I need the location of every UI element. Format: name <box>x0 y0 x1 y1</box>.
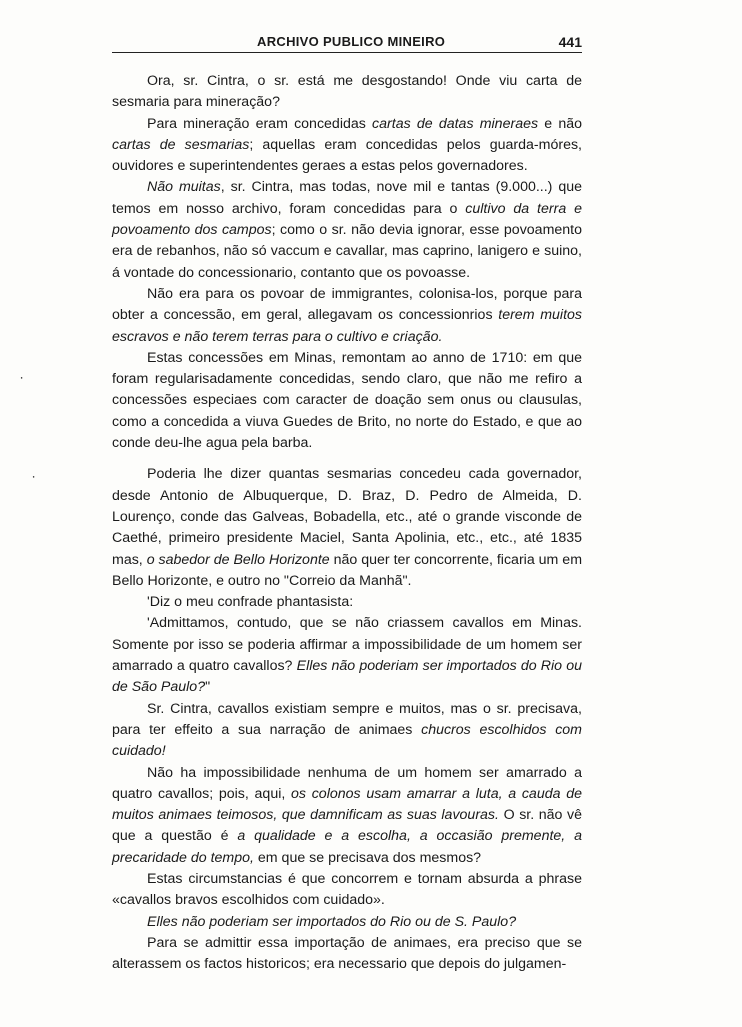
text-run: , sr. Cintra, mas todas, nove mil e tantas (9.000...) que temos em nosso archivo, foram concedidas para o <box>112 179 582 217</box>
italic-run: Elles não poderiam ser importados do Rio ou de S. Paulo? <box>147 913 517 930</box>
text-run: Sr. Cintra, cavallos existiam sempre e muitos, mas o sr. precisava, para ter effeito a sua narração de animaes <box>112 700 582 738</box>
text-run: Ora, sr. Cintra, o sr. está me desgostando! Onde viu carta de sesmaria para mineração? <box>112 73 582 111</box>
text-run: 'Diz o meu confrade phantasista: <box>147 594 354 611</box>
italic-run: a qualidade e a escolha, a occasião premente, a precaridade do tempo, <box>112 828 582 866</box>
italic-run: terem muitos escravos e não terem terras para o cultivo e criação. <box>112 307 582 345</box>
paragraph <box>112 177 582 283</box>
italic-run: Não muitas <box>147 179 221 196</box>
paragraph <box>112 933 582 976</box>
header-title: ARCHIVO PUBLICO MINEIRO <box>257 34 446 49</box>
italic-run: cartas de datas mineraes <box>372 115 539 132</box>
text-run: O sr. não vê que a questão é <box>112 807 583 845</box>
paragraph <box>112 71 582 114</box>
text-run: Não ha impossibilidade nenhuma de um homem ser amarrado a quatro cavallos; pois, aqui, <box>112 764 582 802</box>
paragraph <box>112 763 582 869</box>
paragraph <box>112 114 582 178</box>
paragraph <box>112 592 582 613</box>
italic-run: os colonos usam amarrar a luta, a cauda de muitos animaes teimosos, que damnificam as suas lavouras. <box>112 785 582 824</box>
text-run: Poderia lhe dizer quantas sesmarias concedeu cada governador, desde Antonio de Albuquerque, D. Braz, D. Pedro de Almeida, D. Lourenço, conde das Galveas, Bobadella, etc., até o grande visconde de Caethé, primeiro presidente Maciel, Santa Apolinia, etc., etc., até 1835 mas, <box>112 466 582 568</box>
text-run: ; como o sr. não devia ignorar, esse povoamento era de rebanhos, não só vaccum e cavallar, mas caprino, lanigero e suino, á vontade do concessionario, contanto que os povoasse. <box>112 222 582 281</box>
text-run: e não <box>538 115 583 132</box>
paragraph <box>112 613 582 698</box>
text-run: em que se precisava dos mesmos? <box>253 849 482 866</box>
text-run: " <box>205 679 211 696</box>
paragraph <box>112 464 582 592</box>
paragraph <box>112 912 582 933</box>
text-run: Estas concessões em Minas, remontam ao anno de 1710: em que foram regularisadamente concedidas, sendo claro, que não me refiro a concessões especiaes com caracter de doação sem onus ou clausulas, como a concedida a viuva Guedes de Brito, no norte do Estado, e que ao conde deu-lhe agua pela barba. <box>112 349 582 452</box>
text-run: Estas circumstancias é que concorrem e tornam absurda a phrase «cavallos bravos escolhidos com cuidado». <box>112 870 582 909</box>
italic-run: cultivo da terra e povoamento dos campos <box>112 200 582 239</box>
paragraph <box>112 869 582 912</box>
italic-run: cartas de sesmarias <box>112 136 250 153</box>
margin-mark: ⸳ <box>20 369 24 383</box>
text-run: Não era para os povoar de immigrantes, colonisa-los, porque para obter a concessão, em geral, allegavam os concessionrios <box>112 285 582 324</box>
text-run: não quer ter concorrente, ficaria um em Bello Horizonte, e outro no "Correio da Manhã". <box>112 551 583 589</box>
margin-mark: ⸳ <box>32 468 36 482</box>
italic-run: o sabedor de Bello Horizonte <box>146 551 330 568</box>
text-run: Para mineração eram concedidas <box>147 115 373 132</box>
body-text <box>112 71 582 975</box>
text-run: ; aquellas eram concedidas pelos guarda-móres, ouvidores e superintendentes geraes a estas pelos governadores. <box>112 136 582 175</box>
paragraph <box>112 284 582 348</box>
italic-run: chucros escolhidos com cuidado! <box>112 721 583 760</box>
italic-run: Elles não poderiam ser importados do Rio ou de São Paulo? <box>112 658 582 696</box>
page-number: 441 <box>558 34 582 50</box>
paragraph <box>112 348 582 454</box>
text-run: Para se admittir essa importação de animaes, era preciso que se alterassem os factos historicos; era necessario que depois do julgamen- <box>112 934 582 973</box>
text-run: 'Admittamos, contudo, que se não criassem cavallos em Minas. Somente por isso se poderia affirmar a impossibilidade de um homem ser amarrado a quatro cavallos? <box>112 615 582 675</box>
running-header <box>112 32 582 53</box>
paragraph <box>112 699 582 763</box>
